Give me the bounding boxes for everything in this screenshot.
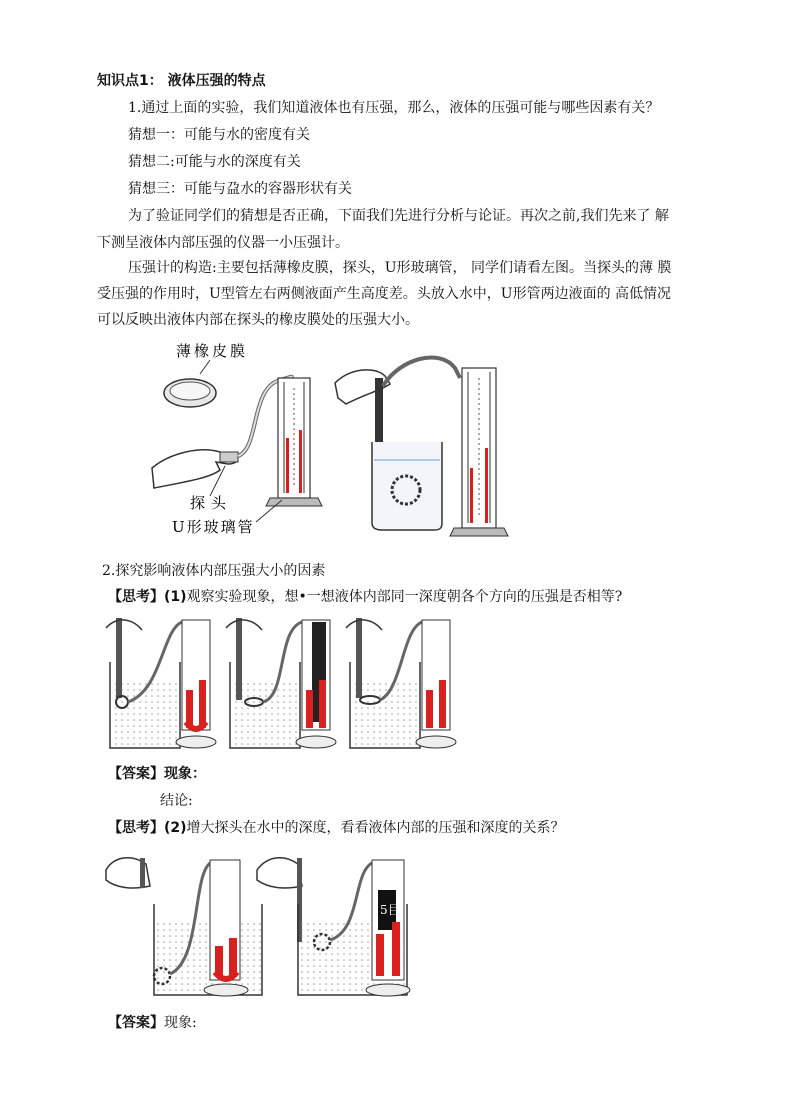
- answer-1-tag: 【答案】: [108, 766, 164, 782]
- answer-2-line: [108, 1014, 197, 1032]
- think-2-text: 增大探头在水中的深度，看看液体内部的压强和深度的关系？: [186, 820, 565, 836]
- conclusion-label: 结论:: [160, 793, 193, 809]
- section-heading: 知识点1： 液体压强的特点: [97, 73, 266, 89]
- experiment-panel-3: [346, 618, 456, 748]
- think-1-line: [108, 588, 622, 606]
- experiment-panel-1: [106, 618, 216, 748]
- paragraph-2-line-3: 可以反映出液体内部在探头的橡皮膜处的压强大小。: [97, 312, 419, 328]
- answer-1-line: [108, 765, 206, 783]
- guess-2: 猜想二:可能与水的深度有关: [128, 154, 301, 170]
- think-1-tag: 【思考】: [108, 589, 164, 605]
- think-2-line: [108, 819, 565, 837]
- depth-panel-shallow: [106, 858, 262, 996]
- same-depth-figure: [102, 610, 467, 754]
- think-1-number: (1): [164, 589, 187, 605]
- question-1: 1.通过上面的实验，我们知道液体也有压强，那么，液体的压强可能与哪些因素有关？: [128, 100, 660, 116]
- paragraph-2-line-1: 压强计的构造:主要包括薄橡皮膜，探头，U形玻璃管， 同学们请看左图。当探头的薄 膜: [128, 260, 672, 276]
- depth-panel-deep: [257, 858, 410, 996]
- guess-1: 猜想一：可能与水的密度有关: [128, 127, 310, 143]
- pressure-gauge-figure: [150, 338, 512, 540]
- section-2-heading: 2.探究影响液体内部压强大小的因素: [102, 563, 326, 579]
- paragraph-1-line-2: 下测呈液体内部压强的仪器一小压强计。: [97, 235, 349, 251]
- think-1-text: 观察实验现象，想•一想液体内部同一深度朝各个方向的压强是否相等?: [186, 589, 623, 605]
- answer-2-tag: 【答案】: [108, 1015, 164, 1031]
- beaker-icon: [372, 442, 442, 530]
- experiment-panel-2: [226, 618, 336, 748]
- scale-reading: 5目: [380, 903, 400, 917]
- label-membrane: 薄橡皮膜: [176, 342, 249, 360]
- answer-2-text: 现象:: [164, 1015, 197, 1031]
- label-u-tube: U形玻璃管: [172, 518, 255, 536]
- paragraph-2-line-2: 受压强的作用时，U型管左右两侧液面产生高度差。头放入水中，U形管两边液面的 高低情况: [97, 286, 672, 302]
- depth-figure: [102, 850, 417, 1000]
- answer-1-text: 现象：: [164, 766, 206, 782]
- guess-3: 猜想三：可能与盁水的容器形状有关: [128, 181, 352, 197]
- label-probe: 探头: [190, 494, 233, 512]
- think-2-number: (2): [164, 820, 187, 836]
- think-2-tag: 【思考】: [108, 820, 164, 836]
- paragraph-1-line-1: 为了验证同学们的猜想是否正确，下面我们先进行分析与论证。再次之前,我们先来了 解: [128, 208, 669, 224]
